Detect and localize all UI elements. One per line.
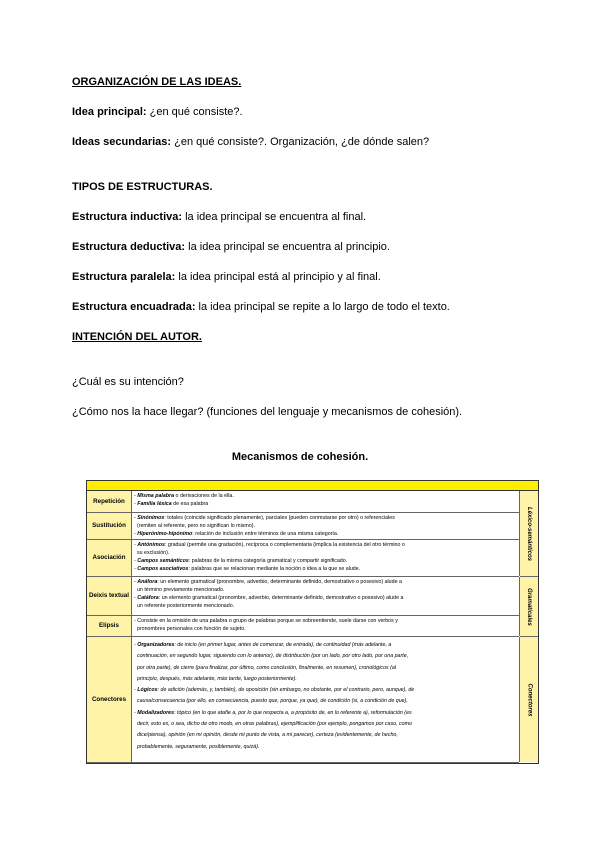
estructura-text: la idea principal está al principio y al final. [175,271,381,283]
row-content [134,514,517,538]
table-row-sustitucion [87,513,519,540]
row-line: - Consiste en la omisión de una palabra o grupo de palabras porque se sobreentiende, suele darse con verbos y [134,618,398,624]
row-line: - Familia léxica de esa palabra [134,501,209,507]
estructura-text: la idea principal se repite a lo largo de todo el texto. [195,301,450,313]
intencion-question-1: ¿Cuál es su intención? [72,376,184,388]
tipos-heading: TIPOS DE ESTRUCTURAS. [72,181,213,193]
row-content [134,492,517,508]
organizacion-heading: ORGANIZACIÓN DE LAS IDEAS. [72,76,242,88]
estructura-label: Estructura inductiva: [72,211,183,223]
estructura-label: Estructura deductiva: [72,241,186,253]
group-label: Gramaticales [526,587,533,626]
estructura-label: Estructura paralela: [72,271,176,283]
idea-principal-text: ¿en qué consiste?. [146,106,243,118]
idea-principal-line [72,106,243,118]
cohesion-table [86,480,539,764]
row-line: decir, esto es, o sea, dicho de otro modo, en otras palabras), ejemplificación (por ejemplo, pongamos por caso, como [136,721,412,728]
estructura-paralela [72,271,381,283]
row-line: un referente posteriormente mencionado. [136,603,235,609]
row-label: Deixis textual [87,577,132,615]
group-conectores [519,637,538,762]
row-line: - Lógicos: de adición (además, y, también), de oposición (sin embargo, no obstante, por el contrario, pero, aunque), de [134,687,415,694]
row-line: - Antónimos: gradual (permite una gradación), recíproca o complementaria (implica la existencia del otro término o [134,542,405,548]
estructura-inductiva [72,211,366,223]
row-line: - Misma palabra o derivaciones de la ella. [134,493,234,499]
table-header-band [87,481,538,491]
row-line: un término previamente mencionado. [136,587,225,593]
row-line: (remiten al referente, pero no significan lo mismo). [136,523,256,529]
ideas-secundarias-label: Ideas secundarias: [72,136,172,148]
estructura-label: Estructura encuadrada: [72,301,196,313]
intencion-question-2: ¿Cómo nos la hace llegar? (funciones del lenguaje y mecanismos de cohesión). [72,406,463,418]
estructura-text: la idea principal se encuentra al final. [182,211,367,223]
group-lexico-semanticos [519,491,538,576]
row-line: - Campos semánticos: palabras de la misma categoría gramatical y compartir significado. [134,558,348,564]
row-line: - Campos asociativos: palabras que se relacionan mediante la noción o idea a la que se alude. [134,566,361,572]
row-content [134,640,517,753]
row-label: Asociación [87,540,132,576]
row-line: - Hiperónimo-hipónimo: relación de inclusión entre términos de una misma categoría. [134,531,339,537]
row-content [134,578,517,610]
table-row-asociacion [87,540,519,577]
row-content [134,541,517,573]
row-line: - Sinónimos: totales (coincide significado plenamente), parciales (pueden conmutarse por otro) o referenciales [134,515,395,521]
intencion-heading: INTENCIÓN DEL AUTOR. [72,331,202,343]
row-line: causa/consecuencia (por ello, en consecuencia, puesto que, porque, ya que), de condición (si, a condición de que), [136,698,408,705]
row-line: continuación, en segundo lugar, siguiendo con lo anterior), de distribución (por un lado, por otro lado, por una parte, [136,653,409,660]
table-row-repeticion [87,491,519,513]
group-label: Léxico-semánticos [526,506,532,561]
table-row-conectores [87,637,519,763]
row-line: dice/piensa), opinión (en mi opinión, desde mi punto de vista, a mi parecer), certeza (evidentemente, de hecho, [136,732,398,739]
group-label: Conectores [526,682,533,717]
table-row-deixis [87,577,519,616]
row-content [134,617,517,633]
row-line: su exclusión). [136,550,170,556]
row-line: - Modalizadores: tópico (en lo que atañe a, por lo que respecta a, a propósito de, en lo referente a), reformulación (es [134,709,412,716]
mecanismos-title: Mecanismos de cohesión. [231,451,369,463]
row-line: - Organizadores: de inicio (en primer lugar, antes de comenzar, de entrada), de continuidad (más adelante, a [134,642,392,648]
row-label: Repetición [87,491,132,512]
estructura-deductiva [72,241,390,253]
idea-principal-label: Idea principal: [72,106,147,118]
ideas-secundarias-text: ¿en qué consiste?. Organización, ¿de dónde salen? [171,136,430,148]
ideas-secundarias-line [72,136,429,148]
estructura-text: la idea principal se encuentra al principio. [185,241,390,253]
row-line: por otra parte), de cierre (para finalizar, por último, como conclusión, finalmente, en resumen), cronológicos (al [136,664,397,671]
row-label: Elipsis [87,616,132,636]
row-line: probablemente, seguramente, posiblemente, quizá). [136,743,260,750]
row-label: Sustitución [87,513,132,539]
row-label: Conectores [87,637,132,762]
row-line: pronombres personales con función de sujeto. [136,626,246,632]
row-line: - Anáfora: un elemento gramatical (pronombre, adverbio, determinante definido, demostrativo o posesivo) alude a [134,579,402,585]
estructura-encuadrada [72,301,450,313]
table-row-elipsis [87,616,519,637]
group-gramaticales [519,577,538,636]
row-line: principio, después, más adelante, más tarde, luego posteriormente). [136,675,297,682]
row-line: - Catáfora: un elemento gramatical (pronombre, adverbio, determinante definido, demostrativo o posesivo) alude a [134,595,404,601]
